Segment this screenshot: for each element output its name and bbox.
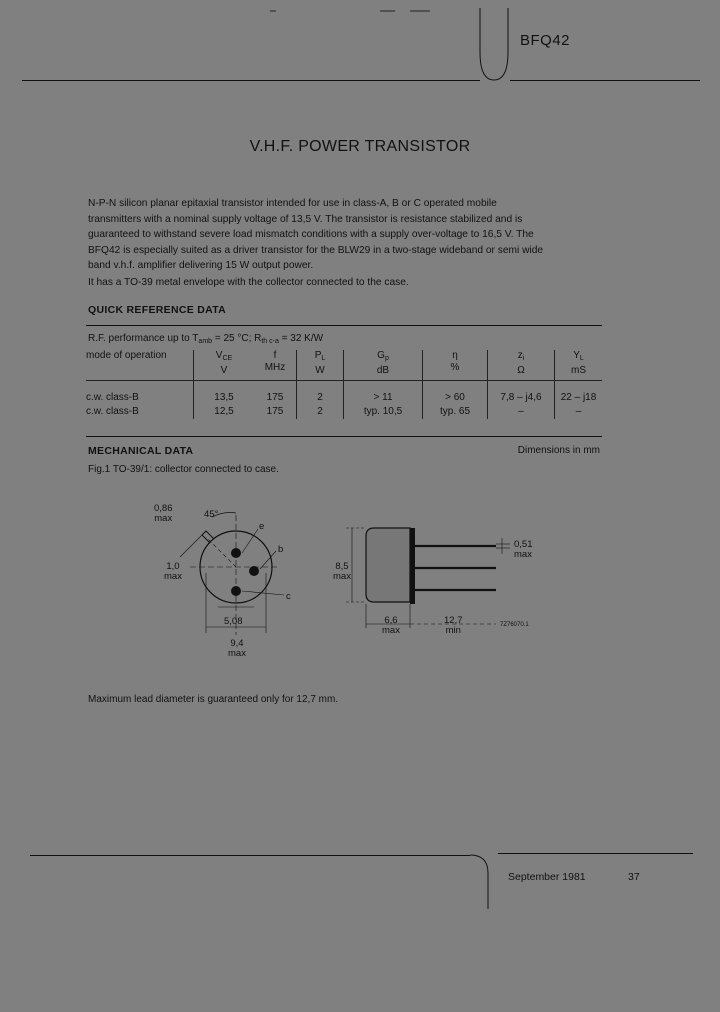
description-line: band v.h.f. amplifier delivering 15 W output power. [88, 260, 314, 271]
base-label: 6,6 max [382, 615, 400, 636]
pin-c-label: c [286, 591, 291, 602]
envelope-note: It has a TO-39 metal envelope with the collector connected to the case. [88, 277, 409, 288]
header-dashes [260, 8, 460, 14]
col-pl: $P_L$ W [297, 350, 344, 381]
header-bracket [470, 8, 520, 84]
col-vce: $V_{CE}$ V [194, 350, 255, 381]
tab-length-label: 1,0 max [164, 561, 182, 582]
qrd-condition: R.F. performance up to $T_{amb} = 25$ °C; $R_{th c-a} = 32$ K/W [88, 333, 324, 345]
qrd-top-rule [86, 325, 602, 326]
table-row: c.w. class-B 13,5 175 2 > 11 > 60 7,8 – j4,6 22 – j18 [86, 381, 602, 406]
footer-rule-left [30, 855, 470, 856]
lead-length-label: 12,7 min [444, 615, 463, 636]
quick-reference-table [86, 350, 602, 419]
lead-dia-label: 0,51 max [514, 539, 533, 560]
description-line: BFQ42 is especially suited as a driver transistor for the BLW29 in a two-stage wideband or semi wide [88, 244, 544, 256]
diameter-label: 9,4 max [228, 638, 246, 659]
angle-label: 45° [204, 509, 219, 520]
mechanical-heading: MECHANICAL DATA [88, 445, 194, 457]
header-rule [22, 80, 480, 81]
quick-reference-heading: QUICK REFERENCE DATA [88, 304, 227, 316]
description [88, 196, 588, 274]
tab-width-label: 0,86 max [154, 503, 173, 524]
pin-e-label: e [259, 521, 265, 532]
figure-caption: Fig.1 TO-39/1: collector connected to case. [88, 464, 279, 475]
pin-b-label: b [278, 544, 284, 555]
description-line: guaranteed to withstand severe load mismatch conditions with a supply over-voltage to 16,5 V. The [88, 229, 534, 240]
description-line: transmitters with a nominal supply voltage of 13,5 V. The transistor is resistance stabilized and is [88, 213, 523, 225]
col-mode: mode of operation [86, 350, 194, 381]
col-yl: $Y_L$ mS [555, 350, 603, 381]
pitch-label: 5,08 [224, 616, 243, 627]
col-eta: η % [423, 350, 488, 381]
footer-rule-right [498, 853, 693, 854]
table-row: c.w. class-B 12,5 175 2 typ. 10,5 typ. 65 – – [86, 405, 602, 419]
qrd-bottom-rule [86, 436, 602, 437]
dimensions-note: Dimensions in mm [517, 445, 600, 456]
description-line: N-P-N silicon planar epitaxial transistor intended for use in class-A, B or C operated mobile [88, 198, 497, 209]
col-f: f MHz [254, 350, 297, 381]
header-rule-right [510, 80, 700, 81]
footer-bracket [470, 853, 500, 909]
height-label: 8,5 max [333, 561, 351, 582]
lead-note: Maximum lead diameter is guaranteed only for 12,7 mm. [88, 694, 339, 705]
part-number: BFQ42 [520, 32, 571, 49]
drawing-code: 7Z76070.1 [500, 622, 529, 628]
col-zi: $z_i$ Ω [488, 350, 555, 381]
footer-date: September 1981 [508, 871, 586, 883]
page-title: V.H.F. POWER TRANSISTOR [249, 138, 471, 155]
page-number: 37 [628, 871, 640, 883]
col-gp: $G_p$ dB [344, 350, 423, 381]
